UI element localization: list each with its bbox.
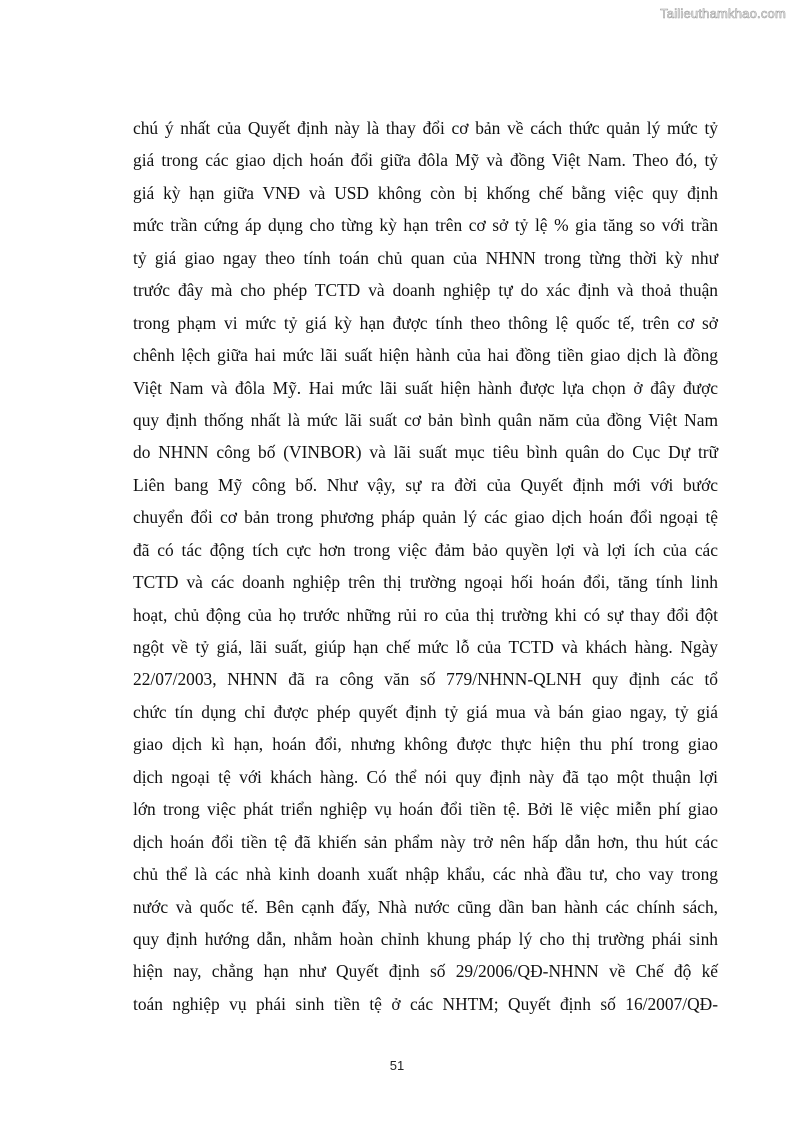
text-line: trong phạm vi mức tỷ giá kỳ hạn được tính theo thông lệ quốc tế, trên cơ sở <box>133 312 718 333</box>
text-line: giá kỳ hạn giữa VNĐ và USD không còn bị khống chế bằng việc quy định <box>133 182 718 203</box>
text-line: đã có tác động tích cực hơn trong việc đảm bảo quyền lợi và lợi ích của các <box>133 539 718 560</box>
text-line: hiện nay, chẳng hạn như Quyết định số 29/2006/QĐ-NHNN về Chế độ kế <box>133 961 718 982</box>
text-line: giao dịch kì hạn, hoán đổi, nhưng không được thực hiện thu phí trong giao <box>133 734 718 755</box>
page-number: 51 <box>389 1058 405 1073</box>
text-line: Việt Nam và đôla Mỹ. Hai mức lãi suất hiện hành được lựa chọn ở đây được <box>133 377 718 398</box>
text-line: do NHNN công bố (VINBOR) và lãi suất mục tiêu bình quân do Cục Dự trữ <box>133 442 718 463</box>
text-line: chủ thể là các nhà kinh doanh xuất nhập khẩu, các nhà đầu tư, cho vay trong <box>133 864 718 885</box>
text-line: TCTD và các doanh nghiệp trên thị trường ngoại hối hoán đổi, tăng tính linh <box>133 572 718 593</box>
text-line: dịch hoán đổi tiền tệ đã khiến sản phẩm này trở nên hấp dẫn hơn, thu hút các <box>133 831 718 852</box>
text-line: Liên bang Mỹ công bố. Như vậy, sự ra đời của Quyết định mới với bước <box>133 474 718 495</box>
text-line: giá trong các giao dịch hoán đổi giữa đôla Mỹ và đồng Việt Nam. Theo đó, tỷ <box>133 150 718 171</box>
text-line: dịch ngoại tệ với khách hàng. Có thể nói quy định này đã tạo một thuận lợi <box>133 766 718 787</box>
text-line: quy định thống nhất là mức lãi suất cơ bản bình quân năm của đồng Việt Nam <box>133 409 718 430</box>
text-line: nước và quốc tế. Bên cạnh đấy, Nhà nước cũng dần ban hành các chính sách, <box>133 896 718 917</box>
text-line: hoạt, chủ động của họ trước những rủi ro của thị trường khi có sự thay đổi đột <box>133 604 718 625</box>
text-line: chú ý nhất của Quyết định này là thay đổi cơ bản về cách thức quản lý mức tỷ <box>133 118 718 138</box>
text-line: toán nghiệp vụ phái sinh tiền tệ ở các NHTM; Quyết định số 16/2007/QĐ- <box>133 993 718 1014</box>
watermark: Tailieuthamkhao.com <box>660 6 786 21</box>
text-line: lớn trong việc phát triển nghiệp vụ hoán đổi tiền tệ. Bởi lẽ việc miễn phí giao <box>133 799 718 820</box>
text-line: tỷ giá giao ngay theo tính toán chủ quan của NHNN trong từng thời kỳ như <box>133 247 718 268</box>
text-line: chuyển đổi cơ bản trong phương pháp quản lý các giao dịch hoán đổi ngoại tệ <box>133 507 718 528</box>
text-line: chênh lệch giữa hai mức lãi suất hiện hành của hai đồng tiền giao dịch là đồng <box>133 345 718 366</box>
body-paragraph <box>133 112 718 1020</box>
text-line: quy định hướng dẫn, nhằm hoàn chỉnh khung pháp lý cho thị trường phái sinh <box>133 928 718 949</box>
text-line: mức trần cứng áp dụng cho từng kỳ hạn trên cơ sở tỷ lệ % gia tăng so với trần <box>133 215 718 236</box>
text-line: 22/07/2003, NHNN đã ra công văn số 779/NHNN-QLNH quy định các tổ <box>133 669 718 690</box>
text-line: trước đây mà cho phép TCTD và doanh nghiệp tự do xác định và thoả thuận <box>133 280 718 301</box>
text-line: ngột về tỷ giá, lãi suất, giúp hạn chế mức lỗ của TCTD và khách hàng. Ngày <box>133 637 718 657</box>
text-line: chức tín dụng chỉ được phép quyết định tỷ giá mua và bán giao ngay, tỷ giá <box>133 701 718 722</box>
